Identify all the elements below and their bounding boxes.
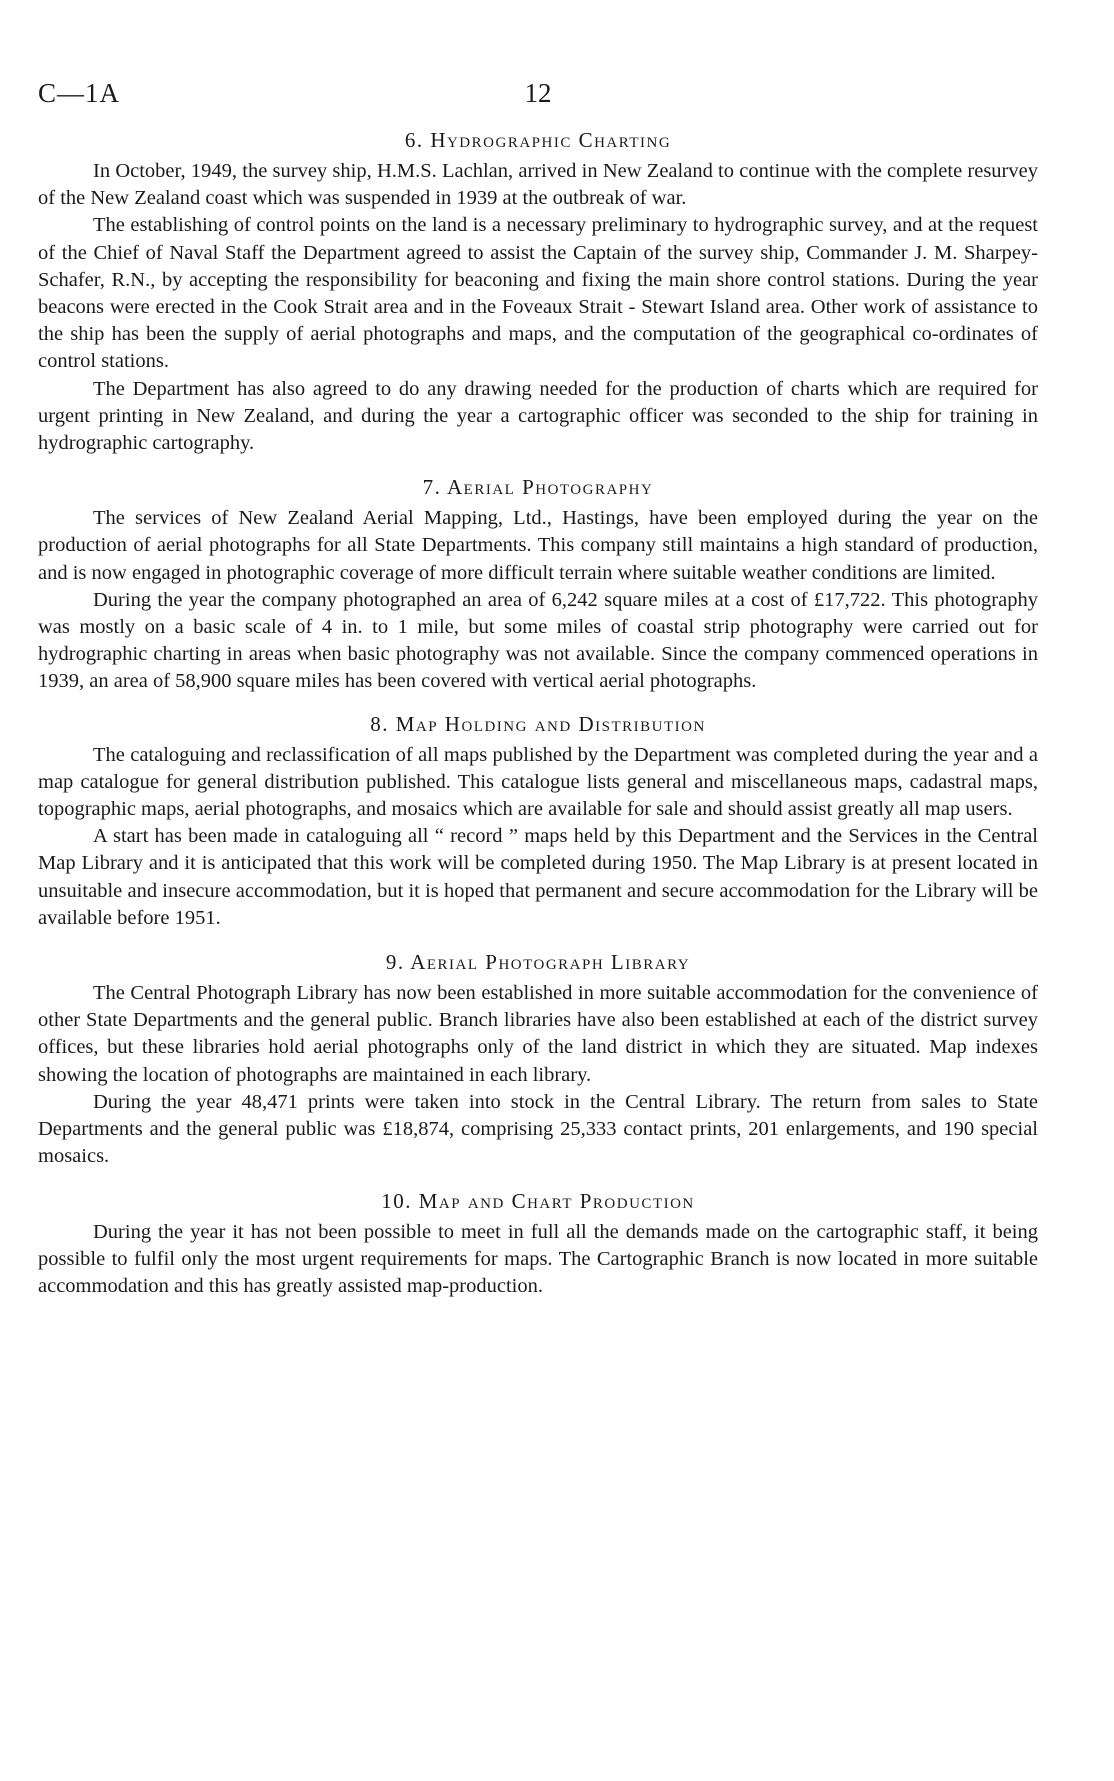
paragraph: In October, 1949, the survey ship, H.M.S. Lachlan, arrived in New Zealand to continue with the complete resurvey of the New Zealand coast which was suspended in 1939 at the outbreak of war. — [38, 160, 1038, 210]
paragraph: The establishing of control points on the land is a necessary preliminary to hydrographic survey, and at the request of the Chief of Naval Staff the Department agreed to assist the Captain of the survey ship, Commander J. M. Sharpey-Schafer, R.N., by accepting the responsibility for beaconing and fixing the main shore control stations. During the year beacons were erected in the Cook Strait area and in the Foveaux Strait - Stewart Island area. Other work of assistance to the ship has been the supply of aerial photographs and maps, and the computation of the geographical co-ordinates of control stations. — [38, 214, 1038, 373]
document-page — [38, 78, 1038, 1300]
section-map-and-chart-production — [38, 1187, 1038, 1301]
section-heading: 9. Aerial Photograph Library — [385, 950, 691, 975]
section-map-holding-and-distribution — [38, 710, 1038, 932]
paragraph: The Central Photograph Library has now been established in more suitable accommodation for the convenience of other State Departments and the general public. Branch libraries have also been established at each of the district survey offices, but these libraries hold aerial photographs only of the land district in which they are situated. Map indexes showing the location of photographs are maintained in each library. — [38, 982, 1038, 1086]
running-head — [38, 78, 1038, 118]
section-heading: 10. Map and Chart Production — [381, 1188, 695, 1213]
paragraph: A start has been made in cataloguing all “ record ” maps held by this Department and the Services in the Central Map Library and it is anticipated that this work will be completed during 1950. The Map Library is at present located in unsuitable and insecure accommodation, but it is hoped that permanent and secure accommodation for the Library will be available before 1951. — [38, 825, 1038, 929]
paragraph: During the year the company photographed an area of 6,242 square miles at a cost of £17,722. This photography was mostly on a basic scale of 4 in. to 1 mile, but some miles of coastal strip photography were carried out for hydrographic charting in areas when basic photography was not available. Since the company commenced operations in 1939, an area of 58,900 square miles has been covered with vertical aerial photographs. — [38, 588, 1038, 693]
paragraph: The Department has also agreed to do any drawing needed for the production of charts which are required for urgent printing in New Zealand, and during the year a cartographic officer was seconded to the ship for training in hydrographic cartography. — [38, 377, 1038, 455]
section-heading: 7. Aerial Photography — [422, 475, 654, 500]
section-heading: 8. Map Holding and Distribution — [370, 711, 706, 736]
paragraph: During the year it has not been possible to meet in full all the demands made on the cartographic staff, it being possible to fulfil only the most urgent requirements for maps. The Cartographic Branch is now located in more suitable accommodation and this has greatly assisted map-production. — [38, 1220, 1038, 1297]
section-heading: 6. Hydrographic Charting — [404, 128, 672, 152]
paragraph: During the year 48,471 prints were taken into stock in the Central Library. The return from sales to State Departments and the general public was £18,874, comprising 25,333 contact prints, 201 enlargements, and 190 special mosaics. — [38, 1090, 1038, 1168]
report-reference: C—1A — [38, 78, 121, 108]
section-hydrographic-charting — [38, 126, 1038, 457]
page-number: 12 — [524, 78, 552, 108]
paragraph: The cataloguing and reclassification of all maps published by the Department was completed during the year and a map catalogue for general distribution published. This catalogue lists general and miscellaneous maps, cadastral maps, topographic maps, aerial photographs, and mosaics which are available for sale and should assist greatly all map users. — [38, 743, 1038, 821]
section-aerial-photograph-library — [38, 948, 1038, 1170]
section-aerial-photography — [38, 473, 1038, 695]
paragraph: The services of New Zealand Aerial Mapping, Ltd., Hastings, have been employed during the year on the production of aerial photographs for all State Departments. This company still maintains a high standard of production, and is now engaged in photographic coverage of more difficult terrain where suitable weather conditions are limited. — [38, 507, 1038, 584]
